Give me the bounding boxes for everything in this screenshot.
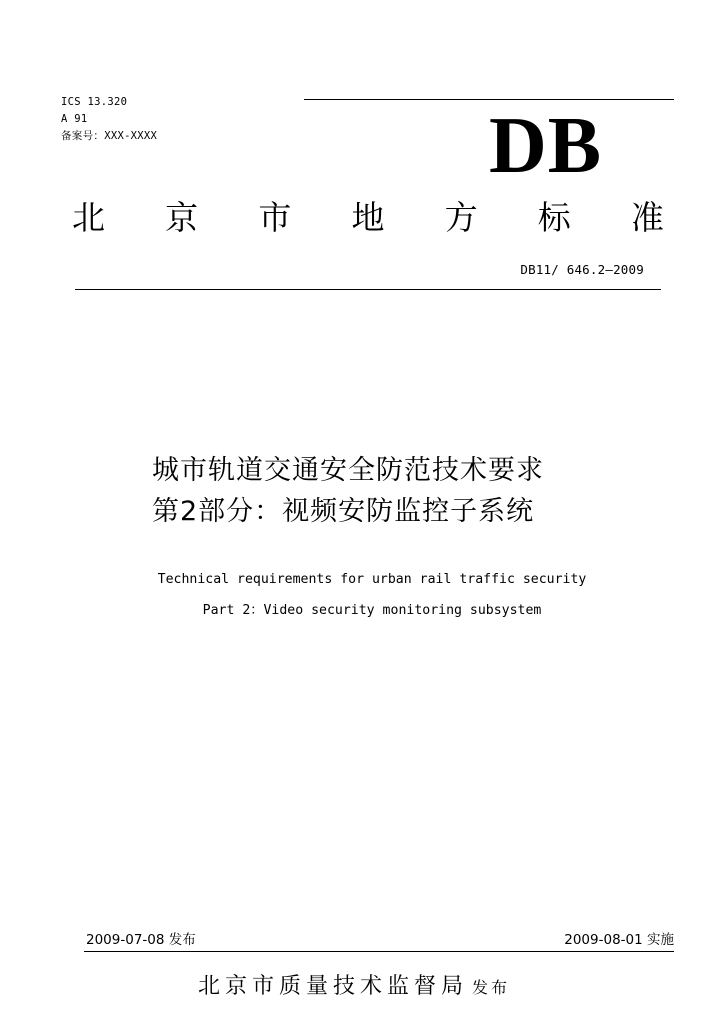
standard-type-char: 标 [537, 198, 571, 237]
standard-type-title [72, 198, 664, 238]
ccs-code: A 91 [61, 113, 88, 125]
english-title-line-2: Part 2：Video security monitoring subsystem [202, 603, 542, 618]
publisher [198, 972, 510, 1003]
footer-divider [84, 951, 674, 952]
implementation-date: 2009-08-01 实施 [564, 932, 674, 948]
issue-date: 2009-07-08 发布 [86, 932, 196, 948]
chinese-title-line-2: 第2部分：视频安防监控子系统 [152, 496, 535, 527]
standard-number: DB11/ 646.2—2009 [520, 262, 644, 277]
standard-type-char: 地 [351, 198, 385, 237]
header-divider [75, 289, 661, 290]
publisher-suffix: 发布 [472, 978, 511, 997]
english-title-line-1: Technical requirements for urban rail traffic security [157, 572, 587, 587]
document-metadata [61, 94, 157, 145]
english-title [0, 564, 724, 626]
publisher-name: 北京市质量技术监督局 [198, 974, 469, 999]
standard-type-char: 京 [165, 198, 199, 237]
db-logo: DB [489, 102, 603, 190]
standard-type-char: 北 [72, 198, 105, 237]
standard-type-char: 准 [630, 198, 664, 237]
date-row [86, 930, 674, 950]
standard-type-char: 市 [258, 198, 292, 237]
chinese-title [152, 450, 544, 532]
record-number: 备案号：XXX-XXXX [61, 130, 158, 142]
top-divider [304, 99, 674, 100]
standard-type-char: 方 [444, 198, 478, 237]
chinese-title-line-1: 城市轨道交通安全防范技术要求 [152, 455, 544, 486]
ics-code: ICS 13.320 [61, 96, 128, 108]
